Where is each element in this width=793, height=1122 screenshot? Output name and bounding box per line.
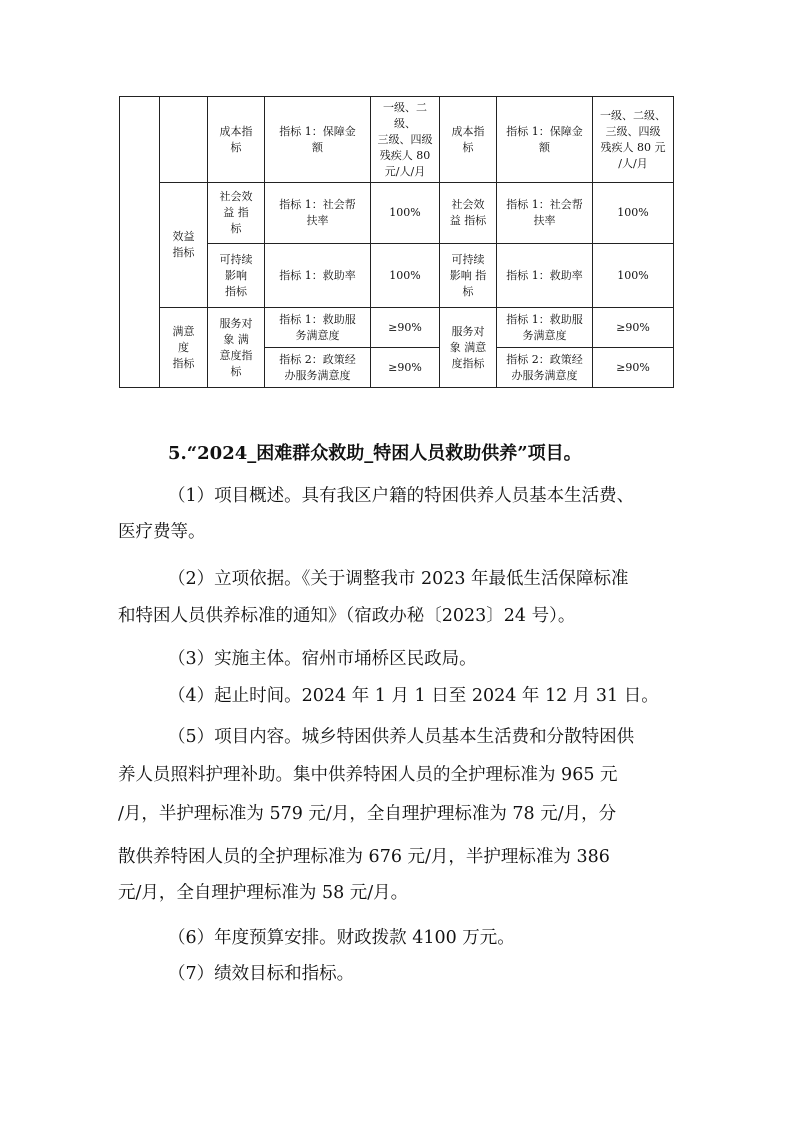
paragraph-line: 元/月，全自理护理标准为 58 元/月。 xyxy=(118,883,409,903)
table-cell: 社会效 益 指标 xyxy=(440,183,497,244)
table-cell: 一级、二级、 三级、四级 残疾人 80 元 /人/月 xyxy=(593,97,674,183)
paragraph-line: （2）立项依据。《关于调整我市 2023 年最低生活保障标准 xyxy=(168,569,629,589)
table-cell: 100% xyxy=(371,244,440,308)
paragraph-line: （5）项目内容。城乡特困供养人员基本生活费和分散特困供 xyxy=(168,727,635,747)
paragraph-line: /月，半护理标准为 579 元/月，全自理护理标准为 78 元/月，分 xyxy=(118,804,617,824)
table-cell: ≥90% xyxy=(371,348,440,388)
table-cell: 指标 2：政策经 办服务满意度 xyxy=(265,348,371,388)
table-cell: ≥90% xyxy=(593,348,674,388)
section-heading: 5.“2024_困难群众救助_特困人员救助供养”项目。 xyxy=(168,443,582,464)
table-cell: 指标 1：保障金 额 xyxy=(265,97,371,183)
table-cell: 社会效 益 指 标 xyxy=(208,183,265,244)
table-cell: 指标 1：保障金 额 xyxy=(497,97,593,183)
table-cell: 服务对 象 满意 度指标 xyxy=(440,308,497,388)
paragraph-line: 医疗费等。 xyxy=(118,522,206,542)
table-cell: 可持续 影响 指 标 xyxy=(440,244,497,308)
table-cell: 指标 1：救助服 务满意度 xyxy=(265,308,371,348)
paragraph-line: （3）实施主体。宿州市埇桥区民政局。 xyxy=(168,649,477,669)
table-cell: 指标 1：社会帮 扶率 xyxy=(497,183,593,244)
table-cell: 可持续 影响 指标 xyxy=(208,244,265,308)
table-cell: 指标 2：政策经 办服务满意度 xyxy=(497,348,593,388)
table-cell: 一级、二级、 三级、四级 残疾人 80 元/人/月 xyxy=(371,97,440,183)
paragraph-line: 散供养特困人员的全护理标准为 676 元/月，半护理标准为 386 xyxy=(118,847,610,867)
table-cell: 100% xyxy=(593,244,674,308)
paragraph-line: 养人员照料护理补助。集中供养特困人员的全护理标准为 965 元 xyxy=(118,765,618,785)
table-cell: 满意 度 指标 xyxy=(160,308,208,388)
table-cell: 指标 1：社会帮 扶率 xyxy=(265,183,371,244)
table-cell: 100% xyxy=(371,183,440,244)
paragraph-line: 和特困人员供养标准的通知》（宿政办秘〔2023〕24 号）。 xyxy=(118,606,576,626)
table-cell: 指标 1：救助服 务满意度 xyxy=(497,308,593,348)
paragraph-line: （1）项目概述。具有我区户籍的特困供养人员基本生活费、 xyxy=(168,486,635,506)
table-cell: 指标 1：救助率 xyxy=(265,244,371,308)
table-cell: ≥90% xyxy=(371,308,440,348)
table-cell: 服务对 象 满 意度指 标 xyxy=(208,308,265,388)
paragraph-line: （7）绩效目标和指标。 xyxy=(168,964,355,984)
paragraph-line: （4）起止时间。2024 年 1 月 1 日至 2024 年 12 月 31 日。 xyxy=(168,686,659,706)
paragraph-line: （6）年度预算安排。财政拨款 4100 万元。 xyxy=(168,928,515,948)
table-cell: 成本指 标 xyxy=(440,97,497,183)
table-cell: ≥90% xyxy=(593,308,674,348)
table-cell: 100% xyxy=(593,183,674,244)
table-cell: 成本指 标 xyxy=(208,97,265,183)
table-cell: 效益 指标 xyxy=(160,183,208,308)
table-cell: 指标 1：救助率 xyxy=(497,244,593,308)
